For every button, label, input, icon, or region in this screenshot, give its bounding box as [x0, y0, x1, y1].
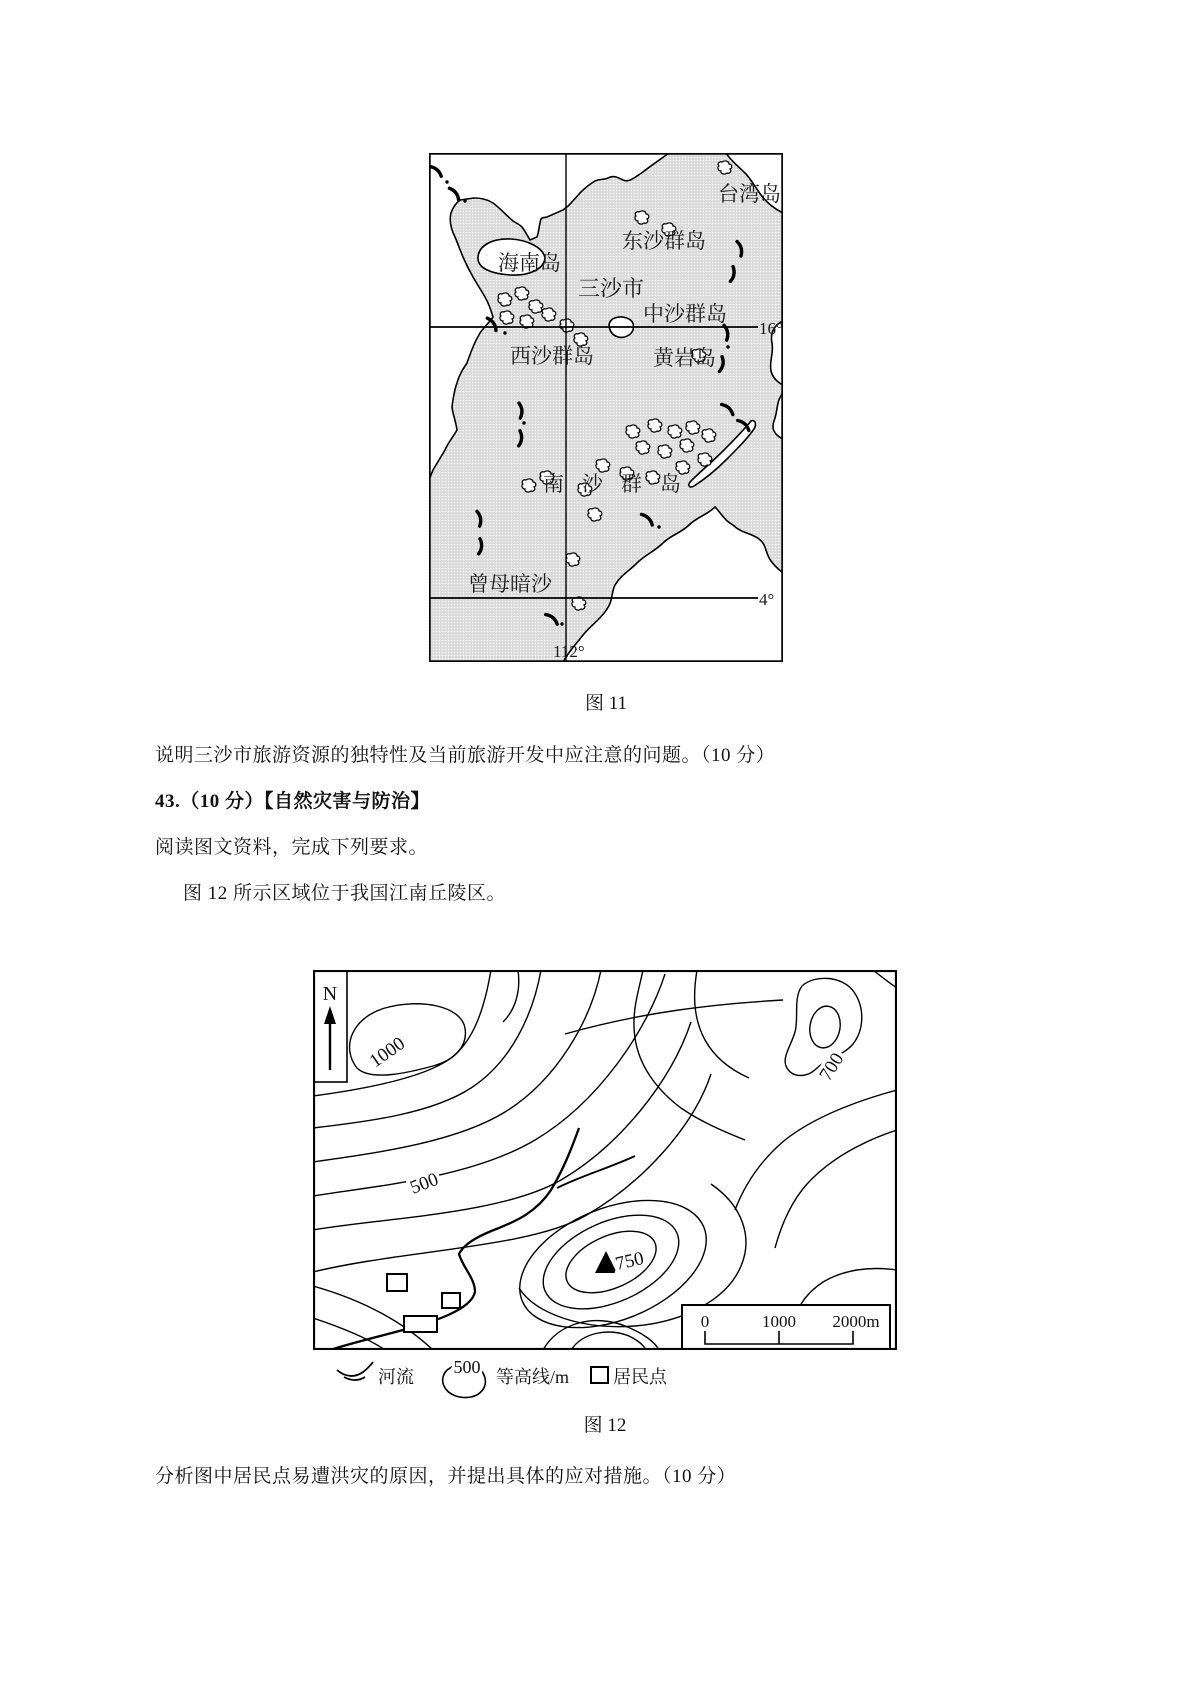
settlement-2 [442, 1293, 460, 1308]
contour-label-700: 700 [815, 1049, 849, 1085]
label-taiwan: 台湾岛 [718, 182, 781, 206]
settlement-3 [404, 1316, 437, 1332]
scale-1000: 1000 [762, 1312, 796, 1331]
label-lat4: 4° [759, 590, 775, 609]
figure12-map [313, 970, 897, 1350]
label-hainan: 海南岛 [498, 251, 561, 275]
label-huangyan: 黄岩岛 [653, 346, 716, 370]
label-zhongsha: 中沙群岛 [643, 302, 727, 326]
figure11-caption: 图 11 [584, 693, 628, 714]
contour-legend-icon [443, 1357, 486, 1398]
label-dongsha: 东沙群岛 [622, 229, 706, 253]
contour-legend-label: 等高线/m [496, 1367, 570, 1387]
scale-zero: 0 [700, 1312, 710, 1331]
settlement-legend-label: 居民点 [613, 1367, 667, 1387]
question42-task: 说明三沙市旅游资源的独特性及当前旅游开发中应注意的问题。（10 分） [155, 745, 776, 766]
river-legend-icon [337, 1362, 373, 1380]
question43-intro: 阅读图文资料，完成下列要求。 [155, 837, 429, 858]
figure11-map [429, 153, 783, 662]
north-label: N [322, 983, 338, 1005]
contour-label-500: 500 [407, 1168, 442, 1199]
scale-2000m: 2000m [832, 1312, 880, 1331]
peak-label-750: 750 [613, 1247, 646, 1275]
question43-heading: 43.（10 分）【自然灾害与防治】 [155, 791, 431, 812]
label-nansha: 南沙群岛 [543, 472, 699, 496]
label-lon112: 112° [553, 642, 585, 661]
question43-note: 图 12 所示区域位于我国江南丘陵区。 [183, 883, 507, 904]
question43-task: 分析图中居民点易遭洪灾的原因，并提出具体的应对措施。（10 分） [155, 1466, 737, 1487]
north-arrow [314, 971, 347, 1082]
contour-legend-value: 500 [453, 1357, 481, 1377]
figure12-legend [330, 1356, 690, 1404]
label-sansha-city: 三沙市 [578, 276, 645, 301]
label-xisha: 西沙群岛 [510, 344, 594, 368]
scale-bar [682, 1305, 890, 1349]
label-lat16: 16° [759, 319, 783, 338]
contour-label-1000: 1000 [365, 1033, 409, 1073]
river-legend-label: 河流 [378, 1367, 414, 1387]
settlement-1 [387, 1274, 407, 1291]
label-zengmu: 曾母暗沙 [468, 572, 552, 596]
settlement-legend-icon [591, 1367, 608, 1383]
figure12-caption: 图 12 [583, 1415, 627, 1436]
